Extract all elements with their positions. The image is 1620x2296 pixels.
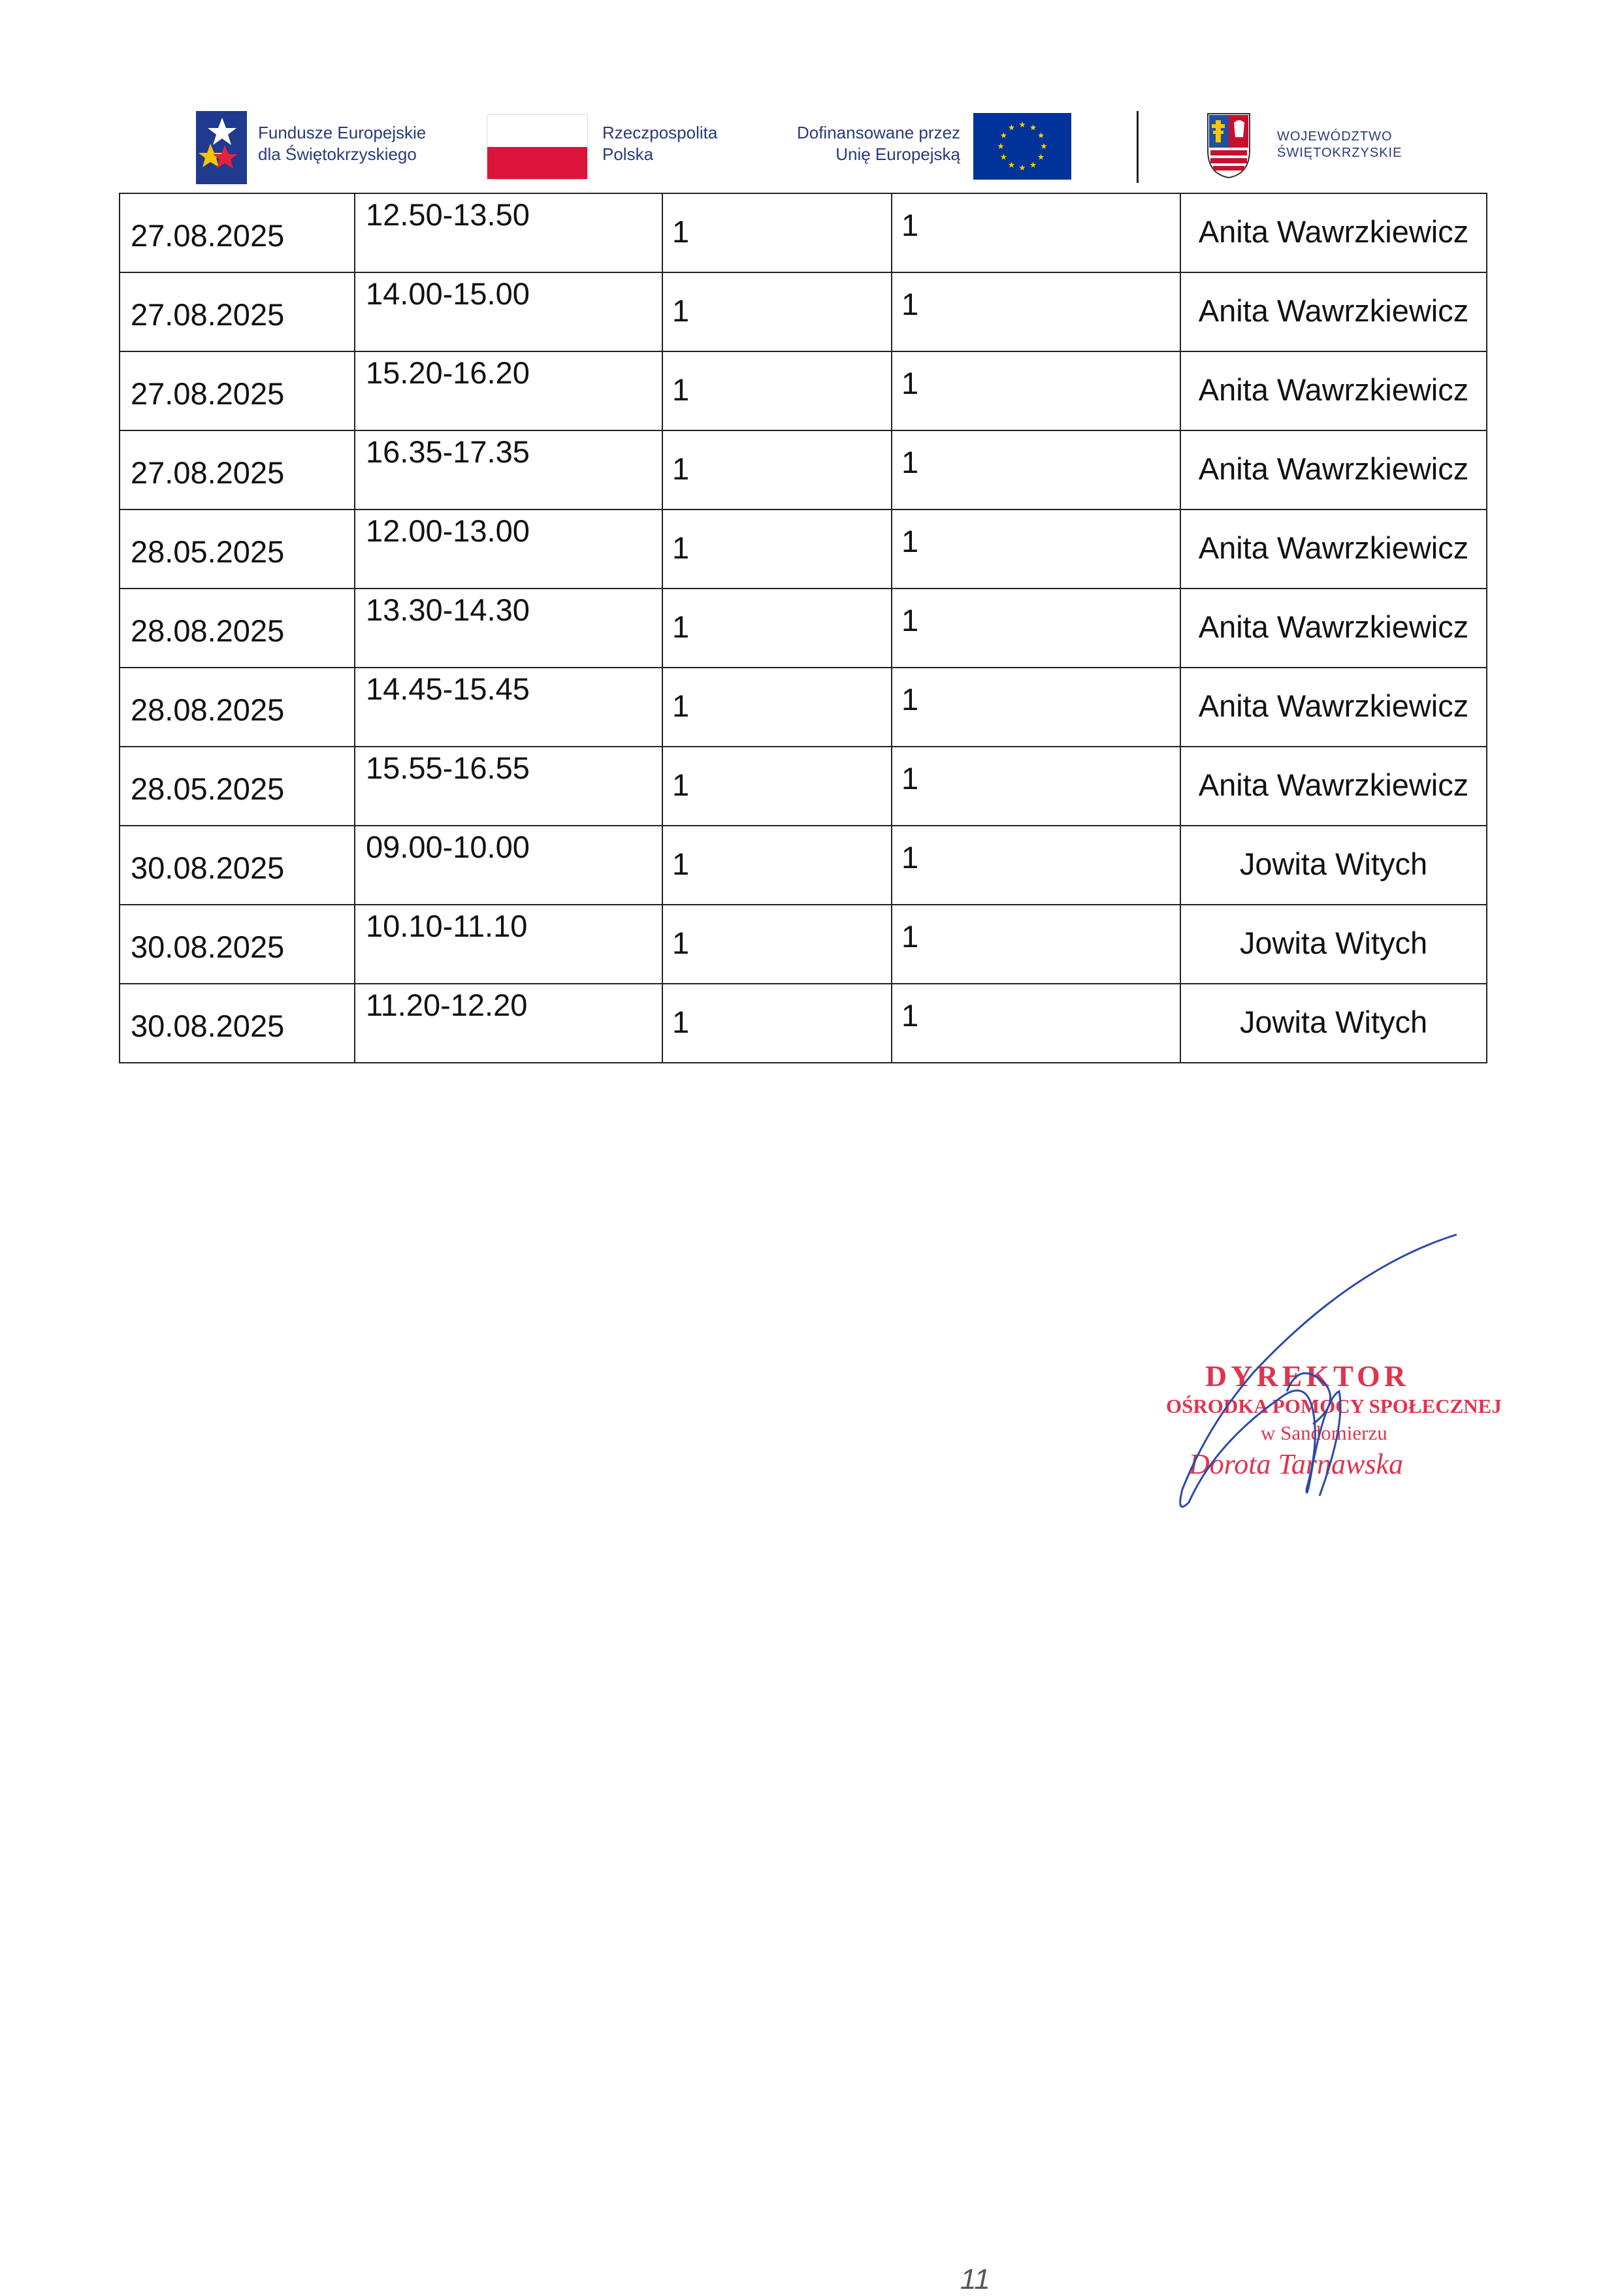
count-cell-1-text: 1	[672, 609, 690, 644]
instructor-cell	[1180, 747, 1487, 826]
date-cell	[120, 193, 355, 272]
time-cell-text: 10.10-11.10	[366, 909, 528, 943]
count-cell-2	[892, 984, 1180, 1063]
time-cell-text: 14.45-15.45	[366, 671, 530, 706]
time-cell	[355, 272, 662, 351]
count-cell-1	[662, 509, 892, 589]
date-cell	[120, 272, 355, 351]
count-cell-1-text: 1	[672, 768, 690, 802]
count-cell-1	[662, 984, 892, 1063]
date-cell	[120, 668, 355, 747]
date-cell-text: 27.08.2025	[131, 376, 285, 411]
date-cell	[120, 984, 355, 1063]
instructor-cell	[1180, 905, 1487, 984]
table-row	[120, 984, 1487, 1063]
count-cell-2	[892, 351, 1180, 430]
date-cell-text: 27.08.2025	[131, 218, 285, 253]
eu-funding-text	[771, 122, 960, 165]
date-cell-text: 30.08.2025	[131, 930, 285, 964]
count-cell-2-text: 1	[901, 603, 919, 638]
count-cell-1	[662, 905, 892, 984]
table-row	[120, 430, 1487, 509]
count-cell-2	[892, 509, 1180, 589]
ws-line1: WOJEWÓDZTWO	[1277, 129, 1393, 144]
count-cell-2	[892, 905, 1180, 984]
count-cell-1-text: 1	[672, 1005, 690, 1039]
instructor-cell	[1180, 668, 1487, 747]
time-cell	[355, 193, 662, 272]
time-cell	[355, 826, 662, 905]
count-cell-1	[662, 668, 892, 747]
time-cell-text: 16.35-17.35	[366, 434, 530, 469]
instructor-cell-text: Jowita Witych	[1239, 847, 1428, 881]
time-cell-text: 14.00-15.00	[366, 276, 530, 311]
time-cell-text: 11.20-12.20	[366, 988, 528, 1022]
table-row	[120, 747, 1487, 826]
count-cell-2	[892, 668, 1180, 747]
time-cell	[355, 430, 662, 509]
time-cell	[355, 351, 662, 430]
time-cell	[355, 984, 662, 1063]
stamp-location: w Sandomierzu	[1261, 1421, 1387, 1444]
instructor-cell	[1180, 351, 1487, 430]
count-cell-2	[892, 747, 1180, 826]
count-cell-2-text: 1	[901, 840, 919, 875]
fe-line1: Fundusze Europejskie	[258, 123, 427, 142]
date-cell	[120, 747, 355, 826]
swietokrzyskie-crest-icon	[1205, 111, 1252, 180]
date-cell-text: 28.08.2025	[131, 692, 285, 727]
count-cell-2-text: 1	[901, 366, 919, 400]
instructor-cell	[1180, 509, 1487, 589]
date-cell-text: 30.08.2025	[131, 1009, 285, 1043]
instructor-cell-text: Anita Wawrzkiewicz	[1198, 372, 1469, 407]
count-cell-2-text: 1	[901, 761, 919, 796]
date-cell-text: 28.05.2025	[131, 771, 285, 806]
count-cell-2	[892, 193, 1180, 272]
polish-flag-icon	[487, 114, 588, 180]
instructor-cell-text: Anita Wawrzkiewicz	[1198, 609, 1469, 644]
time-cell-text: 15.55-16.55	[366, 751, 530, 785]
count-cell-1	[662, 351, 892, 430]
instructor-cell-text: Anita Wawrzkiewicz	[1198, 451, 1469, 486]
time-cell	[355, 589, 662, 668]
count-cell-2-text: 1	[901, 287, 919, 321]
date-cell	[120, 430, 355, 509]
stamp-institution: OŚRODKA POMOCY SPOŁECZNEJ	[1166, 1395, 1502, 1417]
rzeczpospolita-text	[602, 122, 717, 165]
time-cell	[355, 747, 662, 826]
count-cell-2-text: 1	[901, 208, 919, 242]
count-cell-1-text: 1	[672, 451, 690, 486]
instructor-cell	[1180, 984, 1487, 1063]
fundusze-europejskie-text	[258, 122, 426, 165]
stamp-title: DYREKTOR	[1205, 1359, 1410, 1393]
eu-line2: Unię Europejską	[835, 144, 960, 164]
table-row	[120, 272, 1487, 351]
logo-divider	[1137, 111, 1139, 183]
table-row	[120, 905, 1487, 984]
date-cell-text: 28.08.2025	[131, 613, 285, 648]
instructor-cell	[1180, 589, 1487, 668]
date-cell	[120, 589, 355, 668]
time-cell-text: 09.00-10.00	[366, 830, 530, 864]
table-row	[120, 668, 1487, 747]
instructor-cell-text: Anita Wawrzkiewicz	[1198, 214, 1469, 249]
table-row	[120, 351, 1487, 430]
count-cell-1-text: 1	[672, 530, 690, 565]
instructor-cell	[1180, 272, 1487, 351]
rp-line2: Polska	[602, 144, 654, 164]
count-cell-2-text: 1	[901, 445, 919, 479]
date-cell-text: 27.08.2025	[131, 455, 285, 490]
fe-line2: dla Świętokrzyskiego	[258, 144, 417, 164]
instructor-cell-text: Anita Wawrzkiewicz	[1198, 530, 1469, 565]
schedule-body	[120, 193, 1487, 1063]
instructor-cell-text: Anita Wawrzkiewicz	[1198, 293, 1469, 328]
count-cell-1	[662, 430, 892, 509]
date-cell-text: 28.05.2025	[131, 534, 285, 569]
time-cell-text: 15.20-16.20	[366, 355, 530, 390]
count-cell-1	[662, 826, 892, 905]
stamp-person: Dorota Tarnawska	[1189, 1448, 1404, 1480]
page-number: 11	[960, 2263, 990, 2295]
date-cell	[120, 351, 355, 430]
signature-icon	[1156, 1228, 1470, 1528]
date-cell	[120, 509, 355, 589]
logo-bar	[196, 108, 1424, 186]
count-cell-2	[892, 430, 1180, 509]
count-cell-2	[892, 826, 1180, 905]
table-row	[120, 509, 1487, 589]
instructor-cell-text: Anita Wawrzkiewicz	[1198, 768, 1469, 802]
count-cell-2	[892, 589, 1180, 668]
time-cell-text: 12.00-13.00	[366, 513, 530, 548]
instructor-cell-text: Jowita Witych	[1239, 926, 1428, 960]
count-cell-1-text: 1	[672, 214, 690, 249]
table-row	[120, 826, 1487, 905]
eu-flag-icon	[973, 113, 1071, 180]
time-cell	[355, 509, 662, 589]
instructor-cell	[1180, 826, 1487, 905]
count-cell-1	[662, 272, 892, 351]
date-cell	[120, 826, 355, 905]
count-cell-1-text: 1	[672, 847, 690, 881]
date-cell	[120, 905, 355, 984]
count-cell-1-text: 1	[672, 926, 690, 960]
count-cell-2	[892, 272, 1180, 351]
count-cell-1	[662, 193, 892, 272]
schedule-table	[119, 193, 1487, 1063]
table-row	[120, 589, 1487, 668]
eu-line1: Dofinansowane przez	[796, 123, 960, 142]
count-cell-2-text: 1	[901, 524, 919, 558]
count-cell-1-text: 1	[672, 688, 690, 723]
time-cell-text: 12.50-13.50	[366, 197, 530, 232]
count-cell-1-text: 1	[672, 293, 690, 328]
date-cell-text: 27.08.2025	[131, 297, 285, 332]
count-cell-2-text: 1	[901, 919, 919, 954]
wojewodztwo-text	[1277, 129, 1402, 161]
count-cell-1	[662, 747, 892, 826]
date-cell-text: 30.08.2025	[131, 850, 285, 885]
instructor-cell-text: Anita Wawrzkiewicz	[1198, 688, 1469, 723]
time-cell	[355, 668, 662, 747]
ws-line2: ŚWIĘTOKRZYSKIE	[1277, 146, 1402, 160]
table-row	[120, 193, 1487, 272]
count-cell-1-text: 1	[672, 372, 690, 407]
instructor-cell	[1180, 430, 1487, 509]
fundusze-europejskie-logo-icon	[196, 111, 247, 184]
time-cell-text: 13.30-14.30	[366, 592, 530, 627]
instructor-cell-text: Jowita Witych	[1239, 1005, 1428, 1039]
count-cell-2-text: 1	[901, 682, 919, 717]
instructor-cell	[1180, 193, 1487, 272]
count-cell-1	[662, 589, 892, 668]
count-cell-2-text: 1	[901, 998, 919, 1033]
time-cell	[355, 905, 662, 984]
rp-line1: Rzeczpospolita	[602, 123, 718, 142]
